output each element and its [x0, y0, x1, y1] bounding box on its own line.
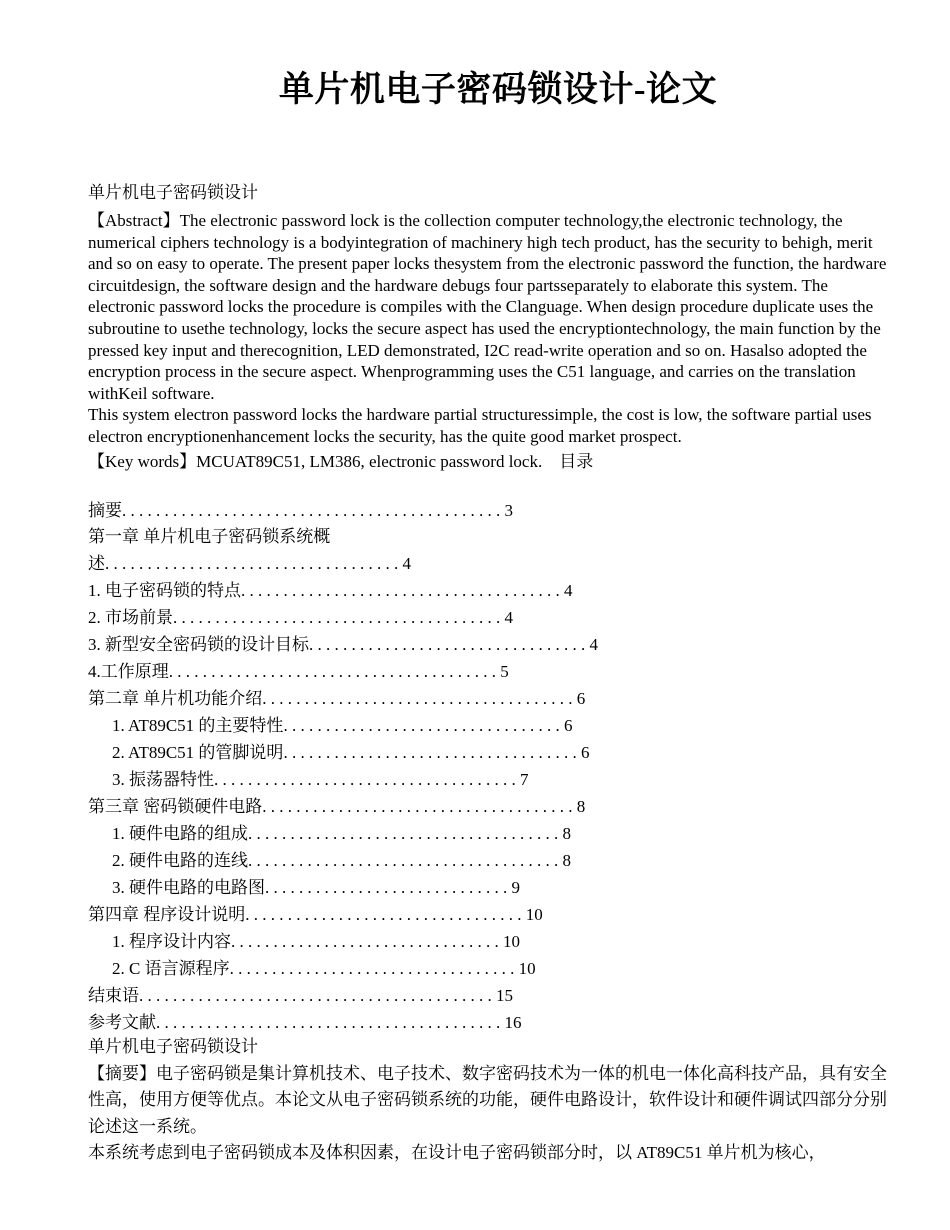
toc-entry: [88, 796, 585, 818]
toc-leader: . . . . . . . . . . . . . . . . . . . . . . . . . . . . . . . . . . . . . . . . . . . . .: [122, 501, 505, 520]
toc-page: 10: [503, 932, 520, 951]
toc-label: 1. 程序设计内容: [112, 932, 231, 951]
toc-page: 6: [563, 716, 573, 735]
toc-leader: . . . . . . . . . . . . . . . . . . . . . . . . . . . . . . . . . . . . . . . . .: [156, 1013, 505, 1032]
toc-label: 第一章 单片机电子密码锁系统概: [88, 527, 331, 546]
toc-leader: . . . . . . . . . . . . . . . . . . . . . . . . . . . . . . . . . . . .: [214, 770, 520, 789]
toc-entry: [88, 1012, 522, 1034]
toc-page: 6: [576, 689, 586, 708]
toc-entry: [112, 931, 520, 953]
toc-entry: [88, 634, 598, 656]
toc-leader: . . . . . . . . . . . . . . . . . . . . . . . . . . . . . . . . . . . . . . . . . .: [139, 986, 496, 1005]
toc-entry: [112, 877, 520, 899]
toc-entry: [88, 553, 411, 575]
toc-leader: . . . . . . . . . . . . . . . . . . . . . . . . . . . . . . . . . . . . . . .: [168, 662, 501, 681]
toc-label: 参考文献: [88, 1013, 156, 1032]
toc-entry: [88, 904, 543, 926]
toc-page: 10: [518, 959, 536, 978]
toc-entry: [112, 769, 529, 791]
toc-label: 3. 硬件电路的电路图: [112, 878, 265, 897]
abstract-paragraph: 本系统考虑到电子密码锁成本及体积因素，在设计电子密码锁部分时，以 AT89C51 单片机为核心，: [88, 1143, 826, 1162]
toc-page: 5: [500, 662, 509, 681]
toc-label: 1. 电子密码锁的特点: [88, 581, 241, 600]
toc-entry: [112, 742, 589, 764]
toc-label: 第二章 单片机功能介绍: [88, 689, 263, 708]
toc-entry: [88, 526, 330, 548]
abstract-paragraph: 【Abstract】The electronic password lock is the collection computer technology,the electronic technology, the numerical ciphers technology is a bodyintegration of machinery high tech product, has the security to behigh, merit and so on easy to operate. The present paper locks thesystem from the electronic password the function, the hardware circuitdesign, the software design and the hardware debugs four partsseparately to elaborate this system. The electronic password locks the procedure is compiles with the Clanguage. When design procedure duplicate uses the subroutine to usethe technology, locks the secure aspect has used the encryptiontechnology, the main function by the pressed key input and therecognition, LED demonstrated, I2C read-write operation and so on. Hasalso adopted the encryption process in the secure aspect. Whenprogramming uses the C51 language, and carries on the translation withKeil software.: [88, 211, 887, 403]
toc-page: 8: [562, 824, 571, 843]
toc-label: 第三章 密码锁硬件电路: [88, 797, 263, 816]
toc-leader: . . . . . . . . . . . . . . . . . . . . . . . . . . . . . . . . . .: [229, 959, 519, 978]
toc-entry: [88, 580, 573, 602]
toc-entry: [112, 958, 536, 980]
toc-label: 1. AT89C51 的主要特性: [112, 716, 284, 735]
toc-page: 4: [504, 608, 513, 627]
section-subtitle: 单片机电子密码锁设计: [88, 183, 258, 202]
toc-leader: . . . . . . . . . . . . . . . . . . . . . . . . . . . . . . . . .: [283, 716, 564, 735]
toc-label: 摘要: [88, 501, 122, 520]
toc-label: 述: [88, 554, 105, 573]
toc-page: 8: [576, 797, 586, 816]
toc-label: 2. AT89C51 的管脚说明: [112, 743, 284, 762]
toc-entry: [112, 715, 572, 737]
abstract-english: [88, 210, 898, 448]
toc-entry: [112, 823, 571, 845]
toc-label: 3. 振荡器特性: [112, 770, 214, 789]
toc-leader: . . . . . . . . . . . . . . . . . . . . . . . . . . . . .: [265, 878, 512, 897]
toc-label: 第四章 程序设计说明: [88, 905, 246, 924]
toc-leader: . . . . . . . . . . . . . . . . . . . . . . . . . . . . . . . . . . . . .: [262, 797, 577, 816]
toc-entry: [88, 607, 513, 629]
toc-entry: [112, 850, 571, 872]
toc-leader: . . . . . . . . . . . . . . . . . . . . . . . . . . . . . . . . . . . . . . .: [173, 608, 505, 627]
toc-page: 8: [562, 851, 571, 870]
toc-leader: . . . . . . . . . . . . . . . . . . . . . . . . . . . . . . . . .: [245, 905, 526, 924]
toc-page: 7: [520, 770, 529, 789]
toc-entry: [88, 661, 509, 683]
abstract-paragraph: This system electron password locks the hardware partial structuressimple, the cost is low, the software partial uses electron encryptionenhancement locks the security, has the quite good market prospect.: [88, 405, 872, 446]
toc-leader: . . . . . . . . . . . . . . . . . . . . . . . . . . . . . . . .: [231, 932, 503, 951]
keywords-line: 【Key words】MCUAT89C51, LM386, electronic password lock. 目录: [88, 452, 594, 471]
toc-page: 6: [580, 743, 590, 762]
toc-label: 结束语: [88, 986, 139, 1005]
toc-label: 3. 新型安全密码锁的设计目标: [88, 635, 309, 654]
document-title: 单片机电子密码锁设计-论文: [278, 70, 718, 109]
abstract-paragraph: 【摘要】电子密码锁是集计算机技术、电子技术、数字密码技术为一体的机电一体化高科技产品，具有安全性高，使用方便等优点。本论文从电子密码锁系统的功能，硬件电路设计，软件设计和硬件调试四部分分别论述这一系统。: [88, 1063, 887, 1136]
toc-leader: . . . . . . . . . . . . . . . . . . . . . . . . . . . . . . . . . . . . . .: [241, 581, 564, 600]
toc-entry: [88, 500, 513, 522]
toc-leader: . . . . . . . . . . . . . . . . . . . . . . . . . . . . . . . . .: [309, 635, 590, 654]
toc-label: 4.工作原理: [88, 662, 169, 681]
toc-entry: [88, 985, 513, 1007]
toc-label: 2. 硬件电路的连线: [112, 851, 248, 870]
toc-leader: . . . . . . . . . . . . . . . . . . . . . . . . . . . . . . . . . . .: [105, 554, 403, 573]
toc-label: 1. 硬件电路的组成: [112, 824, 248, 843]
toc-page: 16: [504, 1013, 522, 1032]
abstract-chinese: [88, 1034, 898, 1167]
toc-leader: . . . . . . . . . . . . . . . . . . . . . . . . . . . . . . . . . . . . .: [248, 824, 563, 843]
toc-page: 4: [589, 635, 598, 654]
toc-page: 10: [525, 905, 543, 924]
toc-entry: [88, 688, 585, 710]
toc-page: 3: [504, 501, 513, 520]
toc-leader: . . . . . . . . . . . . . . . . . . . . . . . . . . . . . . . . . . . . .: [248, 851, 563, 870]
toc-leader: . . . . . . . . . . . . . . . . . . . . . . . . . . . . . . . . . . . . .: [262, 689, 577, 708]
toc-page: 4: [402, 554, 411, 573]
toc-leader: . . . . . . . . . . . . . . . . . . . . . . . . . . . . . . . . . . .: [283, 743, 581, 762]
toc-label: 2. 市场前景: [88, 608, 173, 627]
section-subtitle: 单片机电子密码锁设计: [88, 1037, 258, 1056]
toc-page: 4: [564, 581, 573, 600]
toc-page: 15: [496, 986, 513, 1005]
toc-page: 9: [511, 878, 520, 897]
toc-label: 2. C 语言源程序: [112, 959, 230, 978]
